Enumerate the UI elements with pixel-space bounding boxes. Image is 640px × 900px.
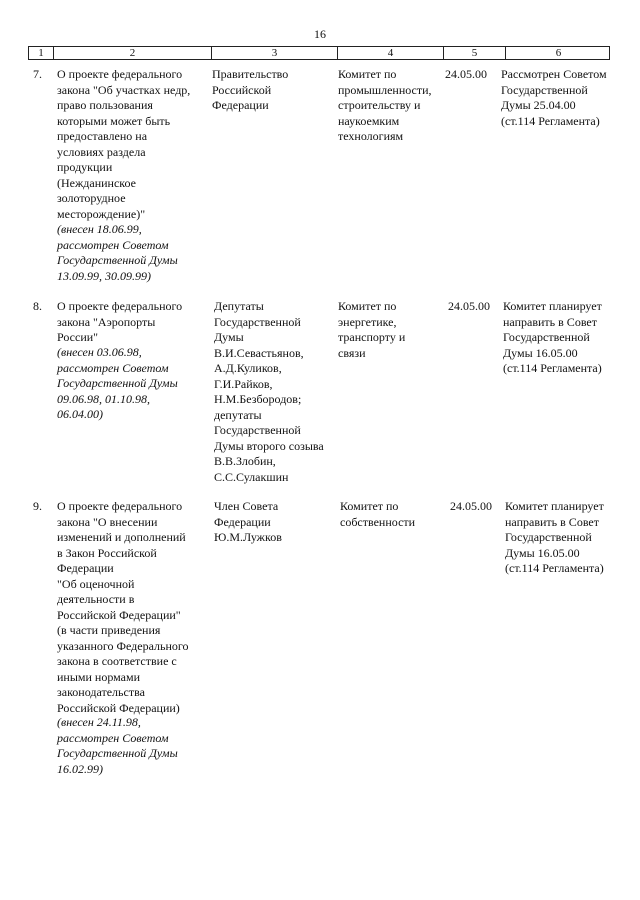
header-col-2: 2 (53, 47, 211, 59)
bill-note: (внесен 03.06.98, рассмотрен Советом Государственной Думы 09.06.98, 01.10.98, 06.04.00) (57, 345, 178, 421)
bill-author: Член Совета Федерации Ю.М.Лужков (214, 499, 282, 544)
row-number: 8. (33, 299, 42, 313)
bill-title: О проекте федерального закона "О внесении изменений и дополнений в Закон Российской Федерации "Об оценочной деятельности в Российской Федерации" (в части приведения указанного Федерального закона в соответствие с иными нормами законодательства Российской Федерации) (57, 499, 189, 715)
bill-note: (внесен 18.06.99, рассмотрен Советом Государственной Думы 13.09.99, 30.09.99) (57, 222, 178, 283)
bill-title: О проекте федерального закона "Аэропорты России" (57, 299, 183, 344)
header-col-3: 3 (211, 47, 337, 59)
responsible-committee: Комитет по энергетике, транспорту и связи (338, 299, 406, 360)
planned-date: 24.05.00 (450, 499, 492, 513)
bill-author: Депутаты Государственной Думы В.И.Севастьянов, А.Д.Куликов, Г.И.Райков, Н.М.Безбородов; депутаты Государственной Думы второго созыва В.В.Злобин, С.С.Сулакшин (214, 299, 324, 484)
planned-date: 24.05.00 (448, 299, 490, 313)
bill-note: (внесен 24.11.98, рассмотрен Советом Государственной Думы 16.02.99) (57, 715, 178, 776)
header-col-1: 1 (38, 47, 44, 59)
header-col-4: 4 (337, 47, 443, 59)
responsible-committee: Комитет по промышленности, строительству и наукоемким технологиям (338, 67, 432, 143)
table-header-row (28, 46, 610, 60)
bill-status: Комитет планирует направить в Совет Государственной Думы 16.05.00 (ст.114 Регламента) (505, 499, 604, 575)
bill-title: О проекте федерального закона "Об участках недр, право пользования которыми может быть предоставлено на условиях раздела продукции (Нежданинское золоторудное месторождение)" (57, 67, 191, 221)
header-col-5: 5 (443, 47, 505, 59)
bill-status: Рассмотрен Советом Государственной Думы 25.04.00 (ст.114 Регламента) (501, 67, 607, 128)
row-number: 7. (33, 67, 42, 81)
header-col-6: 6 (505, 47, 611, 59)
responsible-committee: Комитет по собственности (340, 499, 416, 529)
bill-author: Правительство Российской Федерации (212, 67, 289, 112)
row-number: 9. (33, 499, 42, 513)
bill-status: Комитет планирует направить в Совет Государственной Думы 16.05.00 (ст.114 Регламента) (503, 299, 602, 375)
planned-date: 24.05.00 (445, 67, 487, 81)
page-number: 16 (314, 27, 326, 41)
